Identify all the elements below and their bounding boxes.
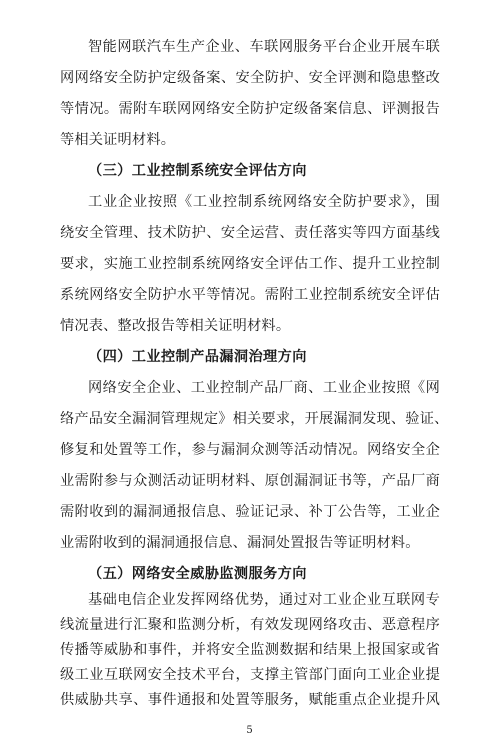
section-heading: （五）网络安全威胁监测服务方向 bbox=[88, 566, 307, 582]
paragraph-line: 网网络安全防护定级备案、安全防护、安全评测和隐患整改 bbox=[60, 70, 440, 86]
paragraph-line: 供威胁共享、事件通报和处置等服务，赋能重点企业提升风 bbox=[60, 692, 440, 708]
paragraph-line: 情况表、整改报告等相关证明材料。 bbox=[60, 318, 291, 334]
paragraph-line: 业需附收到的漏洞通报信息、漏洞处置报告等证明材料。 bbox=[60, 535, 420, 551]
section-heading: （三）工业控制系统安全评估方向 bbox=[88, 163, 307, 179]
paragraph-line: 绕安全管理、技术防护、安全运营、责任落实等四方面基线 bbox=[60, 225, 440, 241]
section-heading: （四）工业控制产品漏洞治理方向 bbox=[88, 349, 307, 365]
page-number: 5 bbox=[246, 725, 253, 736]
paragraph-line: 修复和处置等工作，参与漏洞众测等活动情况。网络安全企 bbox=[60, 442, 440, 458]
paragraph-line: 智能网联汽车生产企业、车联网服务平台企业开展车联 bbox=[88, 39, 440, 55]
paragraph-line: 需附收到的漏洞通报信息、验证记录、补丁公告等，工业企 bbox=[60, 504, 440, 520]
paragraph-line: 业需附参与众测活动证明材料、原创漏洞证书等，产品厂商 bbox=[60, 473, 440, 489]
paragraph-line: 络产品安全漏洞管理规定》相关要求，开展漏洞发现、验证、 bbox=[60, 411, 449, 427]
paragraph-line: 级工业互联网安全技术平台，支撑主管部门面向工业企业提 bbox=[60, 667, 440, 683]
paragraph-line: 等相关证明材料。 bbox=[60, 132, 176, 148]
paragraph-line: 系统网络安全防护水平等情况。需附工业控制系统安全评估 bbox=[60, 287, 440, 303]
paragraph-line: 传播等威胁和事件，并将安全监测数据和结果上报国家或省 bbox=[60, 642, 440, 658]
paragraph-line: 基础电信企业发挥网络优势，通过对工业企业互联网专 bbox=[88, 592, 440, 608]
paragraph-line: 线流量进行汇聚和监测分析，有效发现网络攻击、恶意程序 bbox=[60, 617, 440, 633]
paragraph-line: 工业企业按照《工业控制系统网络安全防护要求》，围 bbox=[88, 194, 440, 210]
paragraph-line: 等情况。需附车联网网络安全防护定级备案信息、评测报告 bbox=[60, 101, 440, 117]
paragraph-line: 要求，实施工业控制系统网络安全评估工作、提升工业控制 bbox=[60, 256, 440, 272]
paragraph-line: 网络安全企业、工业控制产品厂商、工业企业按照《网 bbox=[88, 380, 440, 396]
